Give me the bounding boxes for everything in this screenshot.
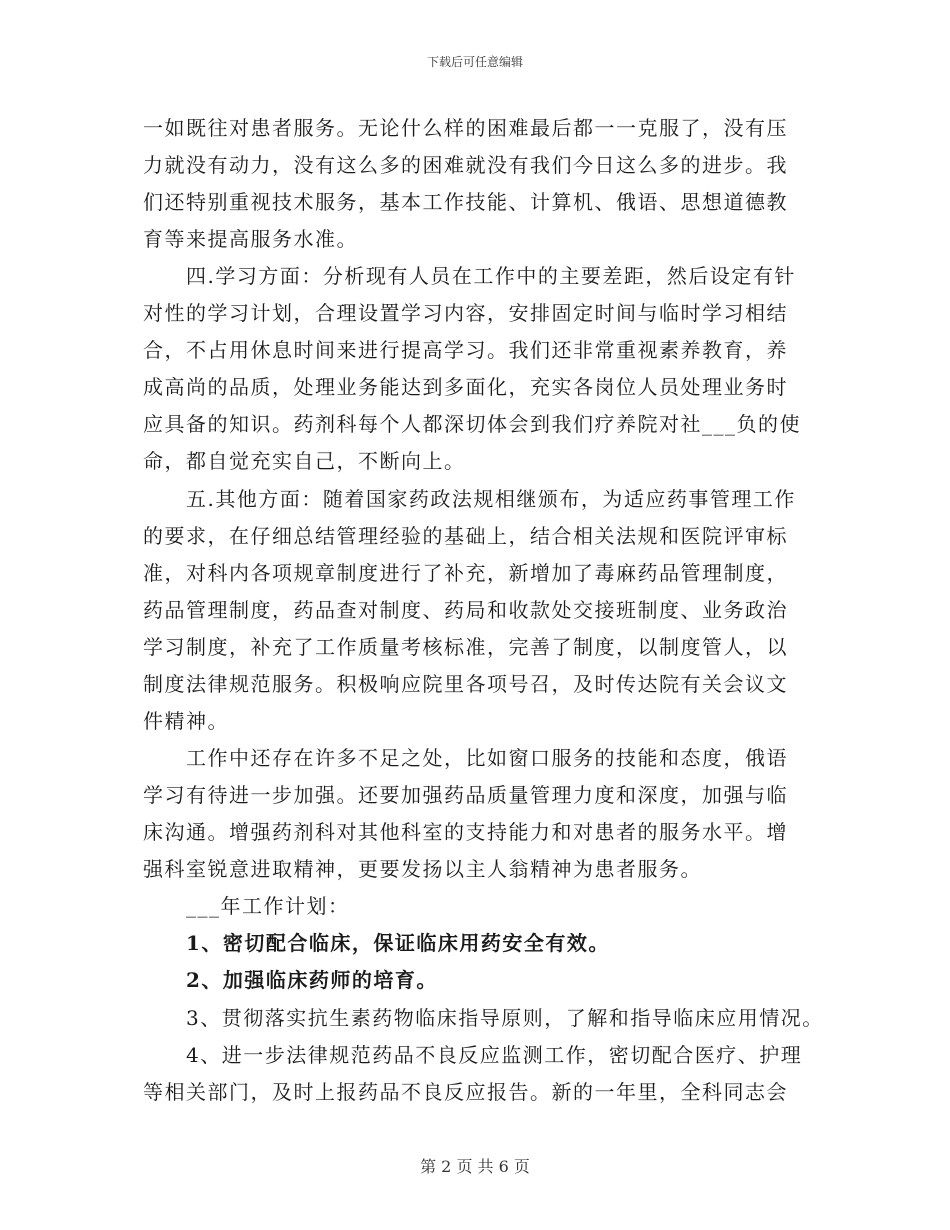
paragraph-start-line: 工作中还存在许多不足之处，比如窗口服务的技能和态度，俄语: [186, 746, 788, 770]
plan-heading: ___年工作计划：: [186, 894, 350, 918]
body-line: 等相关部门，及时上报药品不良反应报告。新的一年里，全科同志会: [143, 1080, 788, 1104]
section-heading-line: 五.其他方面：随着国家药政法规相继颁布，为适应药事管理工作: [186, 487, 796, 511]
body-line: 育等来提高服务水准。: [143, 227, 358, 251]
body-line: 制度法律规范服务。积极响应院里各项号召，及时传达院有关会议文: [143, 672, 788, 696]
body-line: 成高尚的品质，处理业务能达到多面化，充实各岗位人员处理业务时: [143, 375, 788, 399]
body-line: 们还特别重视技术服务，基本工作技能、计算机、俄语、思想道德教: [143, 190, 788, 214]
body-line: 力就没有动力，没有这么多的困难就没有我们今日这么多的进步。我: [143, 153, 788, 177]
body-line: 件精神。: [143, 709, 229, 733]
body-line: 一如既往对患者服务。无论什么样的困难最后都一一克服了，没有压: [143, 116, 788, 140]
plan-item-3: 3、贯彻落实抗生素药物临床指导原则，了解和指导临床应用情况。: [186, 1006, 824, 1030]
body-line: 学习有待进一步加强。还要加强药品质量管理力度和深度，加强与临: [143, 783, 788, 807]
body-line: 应具备的知识。药剂科每个人都深切体会到我们疗养院对社___负的使: [143, 412, 801, 436]
page-header: 下载后可任意编辑: [426, 55, 523, 69]
body-line: 命，都自觉充实自己，不断向上。: [143, 449, 466, 473]
body-line: 对性的学习计划，合理设置学习内容，安排固定时间与临时学习相结: [143, 301, 788, 325]
plan-item-2: 2、加强临床药师的培育。: [186, 968, 438, 992]
body-line: 的要求，在仔细总结管理经验的基础上，结合相关法规和医院评审标: [143, 524, 788, 548]
body-line: 准，对科内各项规章制度进行了补充，新增加了毒麻药品管理制度，: [143, 561, 788, 585]
plan-item-1: 1、密切配合临床，保证临床用药安全有效。: [186, 931, 610, 955]
plan-item-4: 4、进一步法律规范药品不良反应监测工作，密切配合医疗、护理: [186, 1043, 803, 1067]
section-heading-line: 四.学习方面：分析现有人员在工作中的主要差距，然后设定有针: [186, 264, 796, 288]
body-line: 学习制度，补充了工作质量考核标准，完善了制度，以制度管人，以: [143, 635, 788, 659]
body-line: 药品管理制度，药品查对制度、药局和收款处交接班制度、业务政治: [143, 598, 788, 622]
body-line: 床沟通。增强药剂科对其他科室的支持能力和对患者的服务水平。增: [143, 820, 788, 844]
body-line: 强科室锐意进取精神，更要发扬以主人翁精神为患者服务。: [143, 857, 702, 881]
body-line: 合，不占用休息时间来进行提高学习。我们还非常重视素养教育，养: [143, 338, 788, 362]
page-footer: 第 2 页 共 6 页: [420, 1157, 530, 1176]
